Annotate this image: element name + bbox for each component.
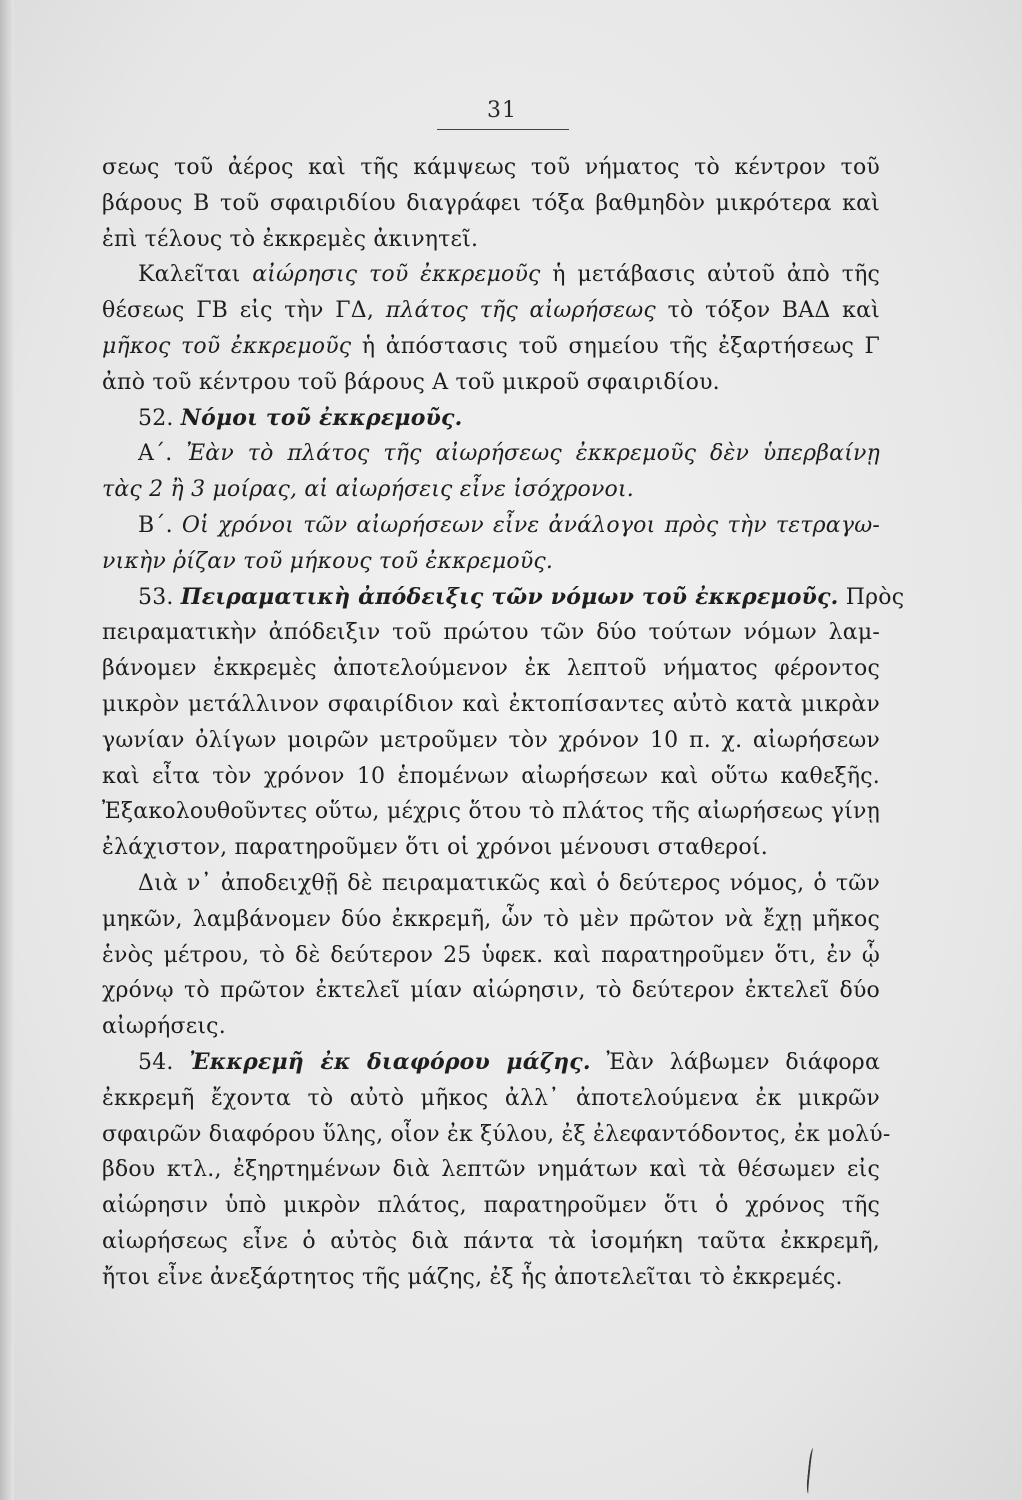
text-line: Διὰ ν᾽ ἀποδειχθῇ δὲ πειραματικῶς καὶ ὁ δεύτερος νόμος, ὁ τῶν	[138, 870, 880, 896]
term-platos: πλάτος τῆς αἰωρήσεως	[385, 298, 656, 324]
text-run: Πρὸς	[838, 584, 905, 610]
law-b-line: νικὴν ῥίζαν τοῦ μήκους τοῦ ἐκκρεμοῦς.	[102, 548, 554, 574]
text-line: μηκῶν, λαμβάνομεν δύο ἐκκρεμῆ, ὧν τὸ μὲν πρῶτον νὰ ἔχῃ μῆκος	[102, 906, 880, 932]
law-label: Β΄.	[138, 512, 182, 538]
text-line	[102, 257, 880, 293]
text-line: γωνίαν ὀλίγων μοιρῶν μετροῦμεν τὸν χρόνον 10 π. χ. αἰωρήσεων	[102, 727, 880, 753]
law-b-line	[102, 508, 880, 544]
section-title: Ἐκκρεμῆ ἐκ διαφόρου μάζης.	[189, 1048, 591, 1075]
text-line: αἰωρήσεις.	[102, 1014, 226, 1040]
section-number: 53.	[138, 584, 181, 610]
text-line: ἤτοι εἶνε ἀνεξάρτητος τῆς μάζης, ἐξ ἧς ἀποτελεῖται τὸ ἐκκρεμές.	[102, 1264, 843, 1290]
pencil-mark	[806, 1448, 818, 1494]
text-run: τὸ τόξον ΒΑΔ καὶ	[655, 298, 880, 324]
section-heading-54	[102, 1045, 880, 1081]
law-text: Οἱ χρόνοι τῶν αἰωρήσεων εἶνε ἀνάλογοι πρὸς τὴν τετραγω-	[181, 512, 880, 538]
page-number: 31	[487, 98, 517, 123]
text-run: θέσεως ΓΒ εἰς τὴν ΓΔ,	[102, 298, 386, 324]
text-line: Ἐξακολουθοῦντες οὕτω, μέχρις ὅτου τὸ πλάτος τῆς αἰωρήσεως γίνῃ	[102, 799, 880, 825]
law-a-line	[102, 436, 880, 472]
text-line: ἑνὸς μέτρου, τὸ δὲ δεύτερον 25 ὑφεκ. καὶ παρατηροῦμεν ὅτι, ἐν ᾧ	[102, 942, 880, 968]
section-heading-53	[102, 580, 905, 616]
section-heading-52	[102, 401, 880, 437]
text-run: ἡ μετάβασις αὐτοῦ ἀπὸ τῆς	[540, 262, 880, 288]
section-number: 54.	[138, 1049, 190, 1075]
term-mikos: μῆκος τοῦ ἐκκρεμοῦς	[102, 333, 352, 359]
text-line	[102, 329, 880, 365]
text-line: σφαιρῶν διαφόρου ὕλης, οἷον ἐκ ξύλου, ἐξ ἐλεφαντόδοντος, ἐκ μολύ-	[102, 1121, 891, 1147]
text-run: Ἐὰν λάβωμεν διάφορα	[590, 1049, 880, 1075]
text-line: ἐλάχιστον, παρατηροῦμεν ὅτι οἱ χρόνοι μένουσι σταθεροί.	[102, 835, 768, 861]
section-title: Πειραματικὴ ἀπόδειξις τῶν νόμων τοῦ ἐκκρεμοῦς.	[180, 583, 839, 610]
section-number: 52.	[138, 405, 181, 431]
text-line: καὶ εἶτα τὸν χρόνον 10 ἑπομένων αἰωρήσεων καὶ οὕτω καθεξῆς.	[102, 763, 880, 789]
text-line: βάνομεν ἐκκρεμὲς ἀποτελούμενον ἐκ λεπτοῦ νήματος φέροντος	[102, 656, 880, 682]
text-line: ἐπὶ τέλους τὸ ἐκκρεμὲς ἀκινητεῖ.	[102, 226, 479, 252]
law-label: Α΄.	[138, 441, 187, 467]
body-text	[102, 150, 905, 1296]
text-line: αἰώρησιν ὑπὸ μικρὸν πλάτος, παρατηροῦμεν ὅτι ὁ χρόνος τῆς	[102, 1193, 880, 1219]
page-binding-edge	[0, 0, 14, 1500]
page-number-rule	[437, 129, 569, 130]
term-aiorisis: αἰώρησις τοῦ ἐκκρεμοῦς	[252, 262, 541, 288]
text-run: ἡ ἀπόστασις τοῦ σημείου τῆς ἐξαρτήσεως Γ	[351, 333, 880, 359]
law-text: Ἐὰν τὸ πλάτος τῆς αἰωρήσεως ἐκκρεμοῦς δὲν ὑπερβαίνῃ	[186, 441, 880, 467]
law-a-line: τὰς 2 ἢ 3 μοίρας, αἱ αἰωρήσεις εἶνε ἰσόχρονοι.	[102, 477, 634, 503]
section-title: Νόμοι τοῦ ἐκκρεμοῦς.	[180, 404, 463, 431]
text-line	[102, 293, 880, 329]
text-line: αἰωρήσεως εἶνε ὁ αὐτὸς διὰ πάντα τὰ ἰσομήκη ταῦτα ἐκκρεμῆ,	[102, 1228, 880, 1254]
text-line: βάρους Β τοῦ σφαιριδίου διαγράφει τόξα βαθμηδὸν μικρότερα καὶ	[102, 190, 880, 216]
text-line: πειραματικὴν ἀπόδειξιν τοῦ πρώτου τῶν δύο τούτων νόμων λαμ-	[102, 620, 880, 646]
text-line: μικρὸν μετάλλινον σφαιρίδιον καὶ ἐκτοπίσαντες αὐτὸ κατὰ μικρὰν	[102, 691, 880, 717]
text-line: ἐκκρεμῆ ἔχοντα τὸ αὐτὸ μῆκος ἀλλ᾽ ἀποτελούμενα ἐκ μικρῶν	[102, 1085, 880, 1111]
text-line: βδου κτλ., ἐξηρτημένων διὰ λεπτῶν νημάτων καὶ τὰ θέσωμεν εἰς	[102, 1157, 880, 1183]
text-line: ἀπὸ τοῦ κέντρου τοῦ βάρους Α τοῦ μικροῦ σφαιριδίου.	[102, 369, 720, 395]
text-line: χρόνῳ τὸ πρῶτον ἐκτελεῖ μίαν αἰώρησιν, τὸ δεύτερον ἐκτελεῖ δύο	[102, 978, 880, 1004]
text-line: σεως τοῦ ἀέρος καὶ τῆς κάμψεως τοῦ νήματος τὸ κέντρον τοῦ	[102, 155, 880, 180]
text-run: Καλεῖται	[138, 262, 253, 288]
